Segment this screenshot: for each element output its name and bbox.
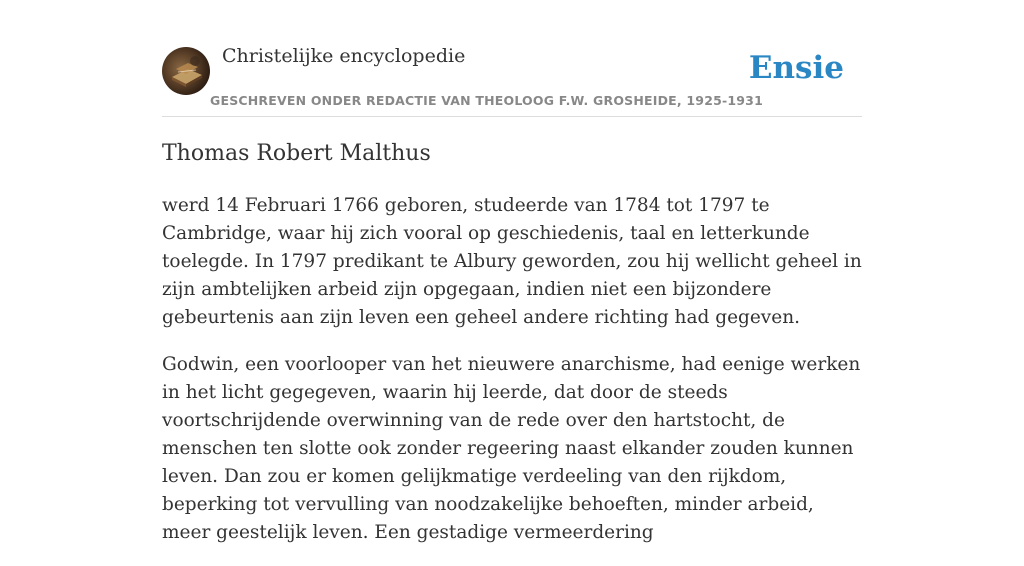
site-subtitle: GESCHREVEN ONDER REDACTIE VAN THEOLOOG F.W. GROSHEIDE, 1925-1931 (210, 93, 763, 108)
book-photo-avatar-icon[interactable] (162, 47, 210, 95)
article-paragraph: Godwin, een voorlooper van het nieuwere anarchisme, had eenige werken in het licht gegegeven, waarin hij leerde, dat door de steeds voortschrijdende overwinning van de rede over den hartstocht, de menschen ten slotte ook zonder regeering naast elkander zouden kunnen leven. Dan zou er komen gelijkmatige verdeeling van den rijkdom, beperking tot vervulling van noodzakelijke behoeften, minder arbeid, meer geestelijk leven. Een gestadige vermeerdering (162, 354, 861, 543)
page (162, 0, 862, 543)
article-body (162, 192, 862, 566)
site-header (162, 0, 862, 117)
article-paragraph: werd 14 Februari 1766 geboren, studeerde van 1784 tot 1797 te Cambridge, waar hij zich vooral op geschiedenis, taal en letterkunde toelegde. In 1797 predikant te Albury geworden, zou hij wellicht geheel in zijn ambtelijken arbeid zijn opgegaan, indien niet een bijzondere gebeurtenis aan zijn leven een geheel andere richting had gegeven. (162, 195, 862, 328)
ensie-logo-link[interactable]: Ensie (748, 50, 844, 86)
site-title[interactable]: Christelijke encyclopedie (222, 45, 466, 67)
article-title: Thomas Robert Malthus (162, 141, 431, 166)
